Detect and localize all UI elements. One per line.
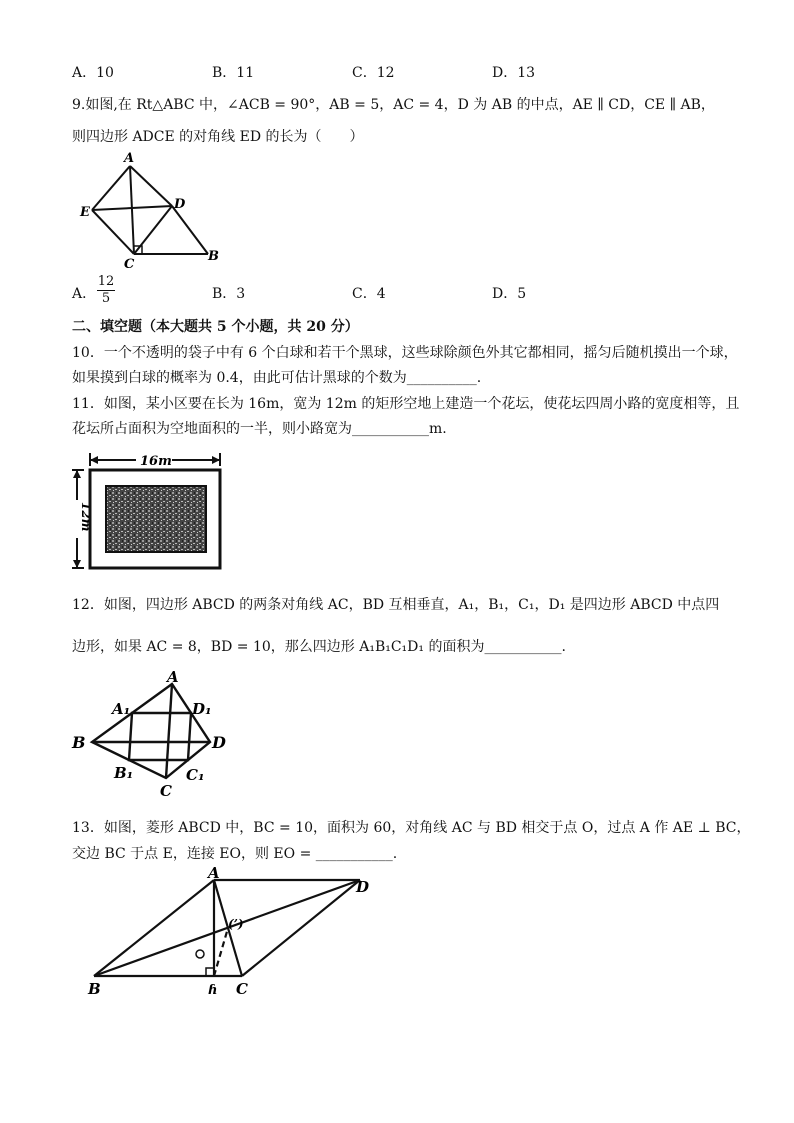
q9-stem-line1: 9.如图,在 Rt△ABC 中，∠ACB = 90°，AB = 5，AC = 4，D 为 AB 的中点，AE ∥ CD，CE ∥ AB， <box>72 97 715 113</box>
q13-segment-eo <box>214 928 228 976</box>
q12-figure <box>70 668 240 798</box>
q9-figure <box>78 150 238 270</box>
q13-label-a: A <box>208 864 220 882</box>
q8-option-d: D．13 <box>492 65 536 81</box>
q13-label-e: ɦ <box>208 983 218 998</box>
q11-width-label: 16m <box>140 454 172 469</box>
q13-label-d: D <box>356 878 370 896</box>
q9-label-e: E <box>80 205 90 220</box>
q12-label-c1: C₁ <box>186 766 205 784</box>
q11-flowerbed <box>106 486 206 552</box>
q12-label-d1: D₁ <box>192 700 212 718</box>
q9-label-a: A <box>124 151 135 166</box>
q9-option-b: B．3 <box>212 286 246 302</box>
q12-quad-abcd <box>92 684 210 778</box>
q9-seg-ac <box>130 166 134 254</box>
q9-option-a-denominator: 5 <box>101 291 111 306</box>
q12-label-b: B <box>72 733 86 752</box>
q13-label-o: (ʼ) <box>228 917 244 931</box>
q12-stem-line1: 12．如图，四边形 ABCD 的两条对角线 AC，BD 互相垂直，A₁，B₁，C₁，D₁ 是四边形 ABCD 中点四 <box>72 597 720 613</box>
q9-stem-line2: 则四边形 ADCE 的对角线 ED 的长为（ ） <box>72 129 364 145</box>
q12-label-b1: B₁ <box>114 764 134 782</box>
q12-stem-line2: 边形，如果 AC = 8，BD = 10，那么四边形 A₁B₁C₁D₁ 的面积为___________. <box>72 639 566 655</box>
q9-seg-ad <box>130 166 172 206</box>
q9-label-d: D <box>174 197 186 212</box>
q8-option-c: C．12 <box>352 65 395 81</box>
q9-label-c: C <box>124 257 135 272</box>
q12-quad-a1b1c1d1 <box>129 713 191 760</box>
q13-side-cd <box>242 880 360 976</box>
q9-seg-ae <box>92 166 130 210</box>
q8-option-b: B．11 <box>212 65 255 81</box>
q10-stem-line2: 如果摸到白球的概率为 0.4，由此可估计黑球的个数为__________. <box>72 370 482 386</box>
q9-option-a-fraction <box>97 275 115 306</box>
q9-label-b: B <box>208 249 219 264</box>
q12-label-a1: A₁ <box>112 700 131 718</box>
q9-option-d: D．5 <box>492 286 527 302</box>
q11-stem-line1: 11．如图，某小区要在长为 16m，宽为 12m 的矩形空地上建造一个花坛，使花坛四周小路的宽度相等，且 <box>72 396 740 412</box>
q13-label-c: C <box>236 980 248 998</box>
q9-option-a-letter: A． <box>72 286 97 302</box>
q11-stem-line2: 花坛所占面积为空地面积的一半，则小路宽为___________m. <box>72 421 447 437</box>
section2-title: 二、填空题（本大题共 5 个小题，共 20 分） <box>72 319 359 335</box>
q13-stem-line2: 交边 BC 于点 E，连接 EO，则 EO = ___________. <box>72 846 398 862</box>
q12-diagonal-ac <box>166 684 172 778</box>
q9-option-c: C．4 <box>352 286 386 302</box>
q13-label-b: B <box>88 980 101 998</box>
q9-seg-cd <box>134 206 172 254</box>
q12-label-c: C <box>160 782 172 800</box>
q10-stem-line1: 10．一个不透明的袋子中有 6 个白球和若干个黑球，这些球除颜色外其它都相同，摇匀后随机摸出一个球， <box>72 345 738 361</box>
q8-option-a: A．10 <box>72 65 114 81</box>
q9-option-a-numerator: 12 <box>97 274 115 289</box>
q12-label-d: D <box>212 733 226 752</box>
q13-side-ab <box>94 880 214 976</box>
q12-label-a: A <box>167 668 179 686</box>
q13-stem-line1: 13．如图，菱形 ABCD 中，BC = 10，面积为 60，对角线 AC 与 BD 相交于点 O，过点 A 作 AE ⊥ BC， <box>72 820 751 836</box>
q13-figure <box>70 864 390 1002</box>
q9-seg-db <box>172 206 208 254</box>
q13-right-angle-mark <box>206 968 214 976</box>
q11-figure <box>70 450 230 570</box>
q9-seg-ec <box>92 210 134 254</box>
q11-height-label: 12m <box>79 502 93 532</box>
